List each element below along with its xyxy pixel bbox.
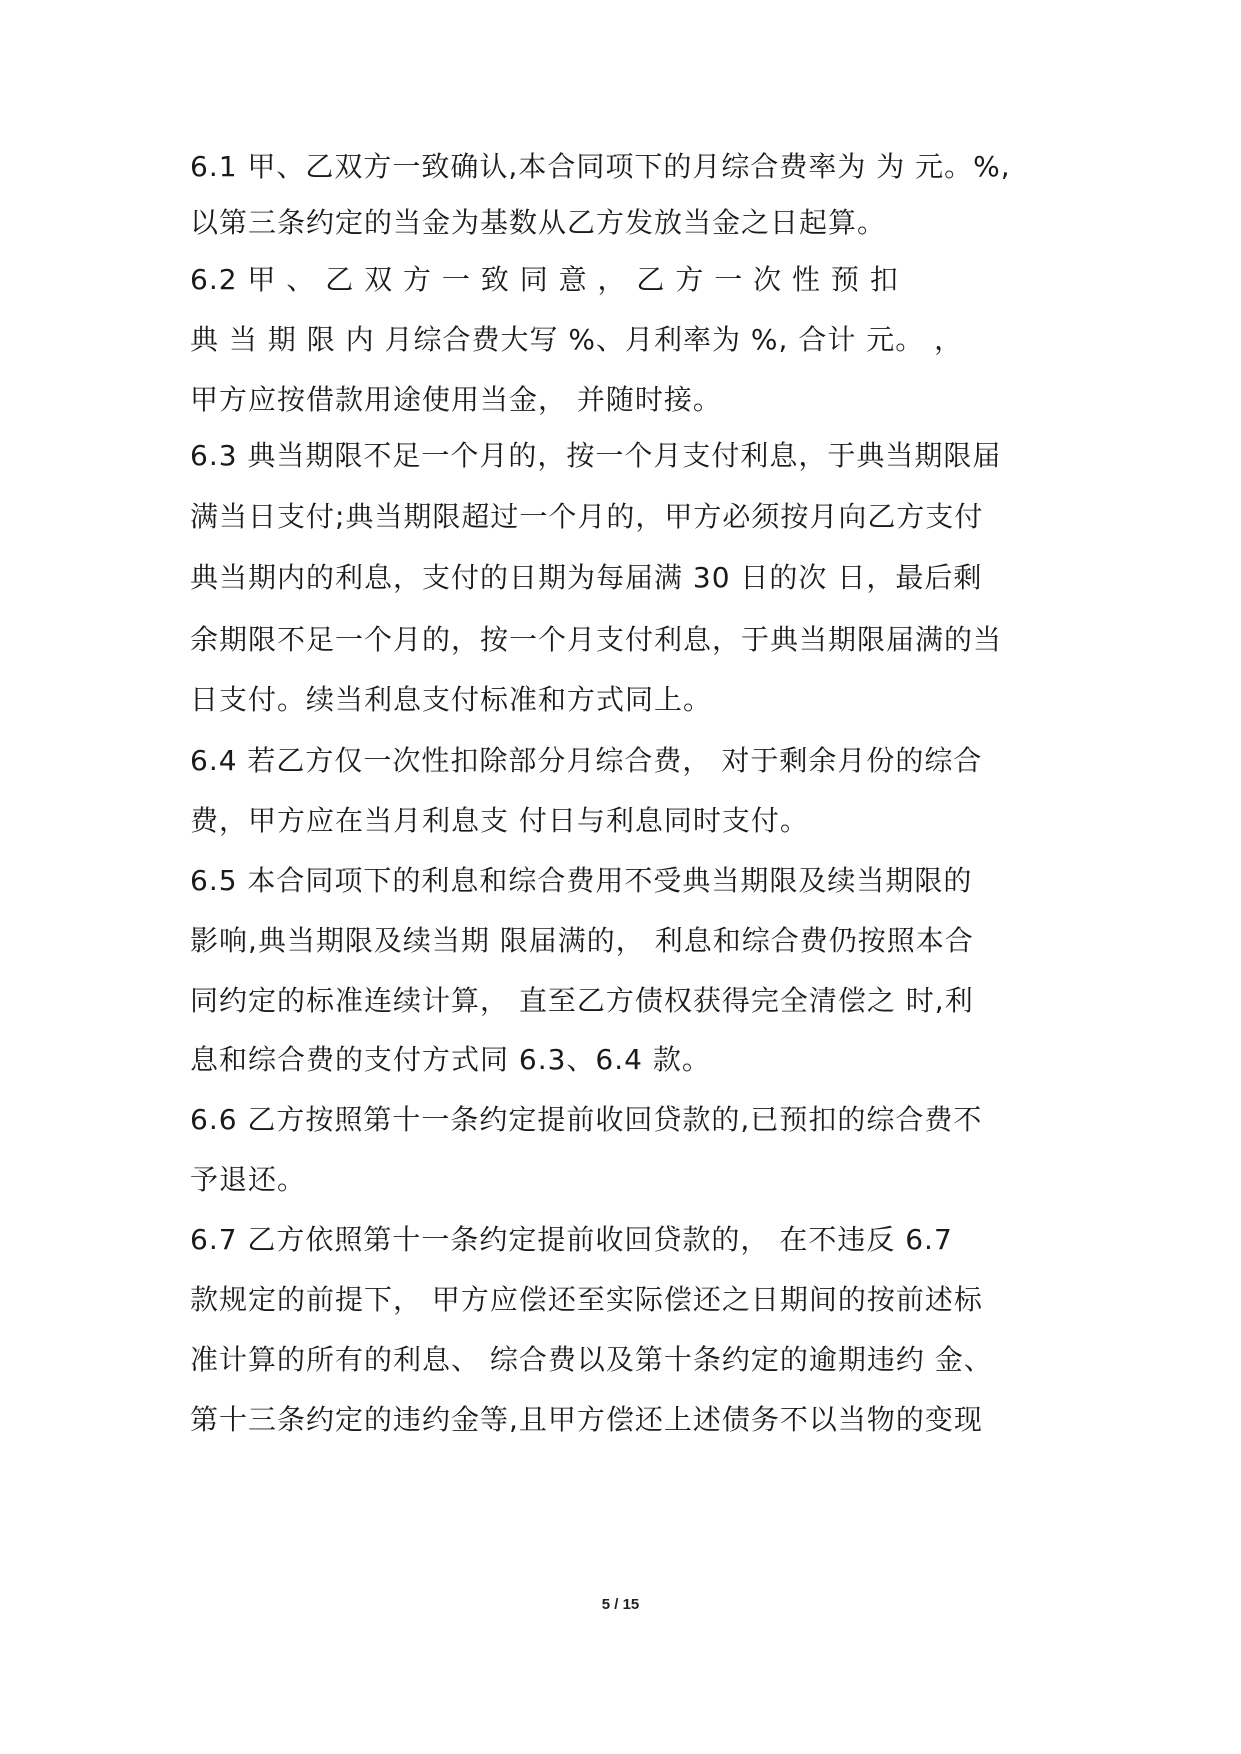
page-number: 5 / 15: [601, 1596, 640, 1613]
text-line: 影响,典当期限及续当期 限届满的， 利息和综合费仍按照本合: [190, 924, 974, 957]
text-line: 6.3 典当期限不足一个月的，按一个月支付利息，于典当期限届: [190, 439, 1002, 472]
text-line: 甲方应按借款用途使用当金， 并随时接。: [190, 383, 722, 416]
text-line: 6.4 若乙方仅一次性扣除部分月综合费， 对于剩余月份的综合: [190, 744, 983, 777]
text-line: 准计算的所有的利息、 综合费以及第十条约定的逾期违约 金、: [190, 1343, 993, 1376]
text-line: 费，甲方应在当月利息支 付日与利息同时支付。: [190, 804, 809, 837]
text-line: 典 当 期 限 内 月综合费大写 %、月利率为 %, 合计 元。 ，: [190, 323, 964, 356]
text-line: 6.1 甲、乙双方一致确认,本合同项下的月综合费率为 为 元。%,: [190, 150, 1011, 183]
text-line: 日支付。续当利息支付标准和方式同上。: [190, 683, 713, 716]
text-line: 满当日支付;典当期限超过一个月的，甲方必须按月向乙方支付: [190, 500, 984, 533]
text-line: 6.2 甲 、 乙 双 方 一 致 同 意 ， 乙 方 一 次 性 预 扣: [190, 263, 899, 296]
text-line: 余期限不足一个月的，按一个月支付利息，于典当期限届满的当: [190, 623, 1003, 656]
text-line: 典当期内的利息，支付的日期为每届满 30 日的次 日，最后剩: [190, 561, 983, 594]
text-line: 息和综合费的支付方式同 6.3、6.4 款。: [190, 1043, 711, 1076]
text-line: 6.7 乙方依照第十一条约定提前收回贷款的， 在不违反 6.7: [190, 1223, 953, 1256]
text-line: 款规定的前提下， 甲方应偿还至实际偿还之日期间的按前述标: [190, 1283, 983, 1316]
text-line: 同约定的标准连续计算， 直至乙方债权获得完全清偿之 时,利: [190, 984, 974, 1017]
text-line: 6.6 乙方按照第十一条约定提前收回贷款的,已预扣的综合费不: [190, 1103, 983, 1136]
text-line: 6.5 本合同项下的利息和综合费用不受典当期限及续当期限的: [190, 864, 973, 897]
text-line: 第十三条约定的违约金等,且甲方偿还上述债务不以当物的变现: [190, 1403, 983, 1436]
text-line: 以第三条约定的当金为基数从乙方发放当金之日起算。: [190, 206, 887, 239]
text-line: 予退还。: [190, 1163, 307, 1196]
